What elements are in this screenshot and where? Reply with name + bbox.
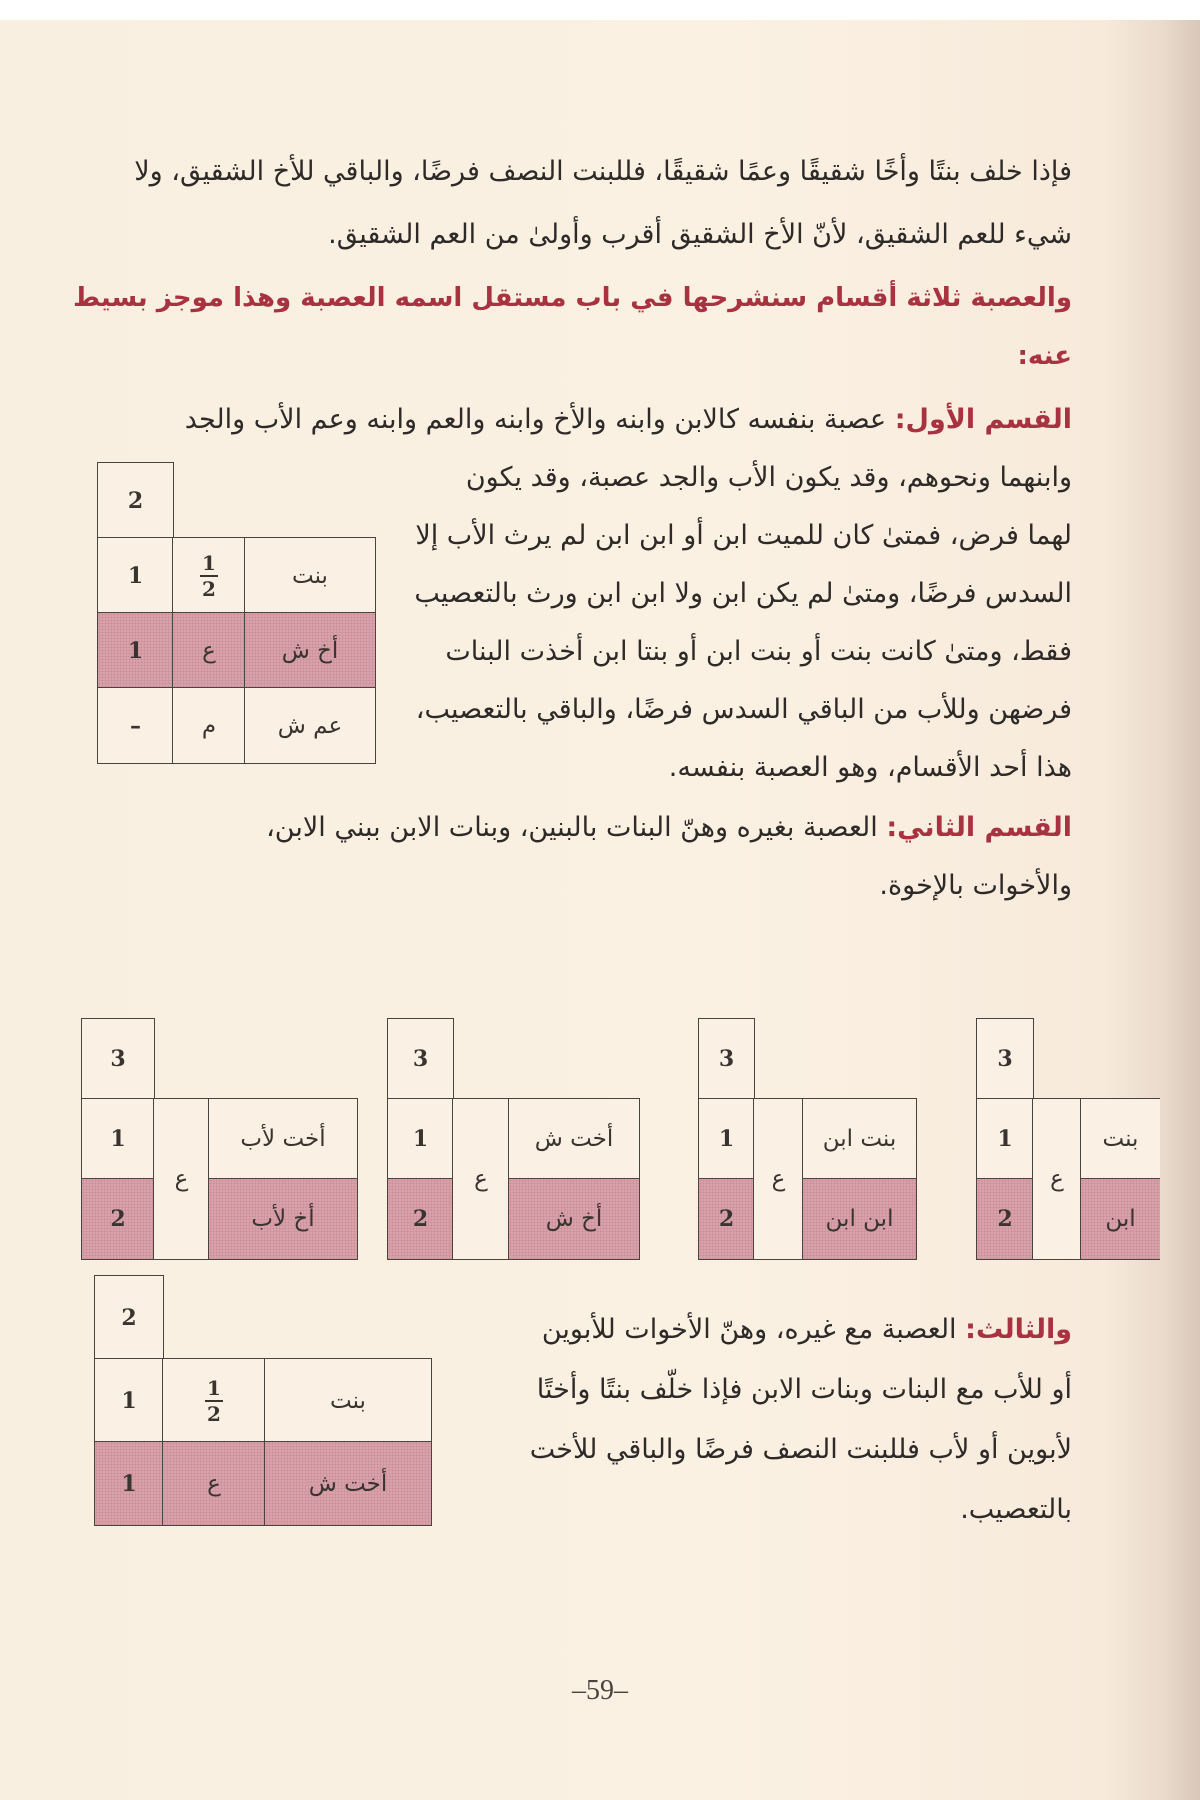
table2b-heir-male: ابن ابن <box>802 1178 917 1260</box>
table2c-share: ع <box>452 1098 510 1260</box>
table2d-heir-female: أخت لأب <box>208 1098 358 1180</box>
page-number: –59– <box>572 1675 628 1706</box>
section1-line-2: وابنهما ونحوهم، وقد يكون الأب والجد عصبة، وقد يكون <box>465 462 1072 493</box>
table2a-portion-male: 2 <box>976 1178 1034 1260</box>
book-page <box>0 20 1200 1800</box>
table2a-portion-female: 1 <box>976 1098 1034 1180</box>
section1-line-4: السدس فرضًا، ومتىٰ لم يكن ابن ولا ابن ابن ورث بالتعصيب <box>414 578 1072 609</box>
section2-line-2: والأخوات بالإخوة. <box>879 870 1072 901</box>
table2b-base: 3 <box>698 1018 755 1100</box>
section3-text-1: العصبة مع غيره، وهنّ الأخوات للأبوين <box>541 1314 966 1345</box>
table1-r1-heir: بنت <box>244 537 376 614</box>
section1-line-5: فقط، ومتىٰ كانت بنت أو بنت ابن أو بنتا ابن أخذت البنات <box>445 636 1072 667</box>
table1-r3-portion: – <box>97 687 174 764</box>
section3-line-2: أو للأب مع البنات وبنات الابن فإذا خلّف بنتًا وأختًا <box>536 1374 1072 1405</box>
table2b-portion-male: 2 <box>698 1178 755 1260</box>
table2d-portion-male: 2 <box>81 1178 155 1260</box>
table2d-base: 3 <box>81 1018 155 1100</box>
section-heading-line-1: والعصبة ثلاثة أقسام سنشرحها في باب مستقل اسمه العصبة وهذا موجز بسيط <box>72 283 1072 313</box>
table1-r2-portion: 1 <box>97 612 174 689</box>
table3-r1-share <box>162 1358 266 1443</box>
table2c-base: 3 <box>387 1018 454 1100</box>
table2a-base: 3 <box>976 1018 1034 1100</box>
table2d-heir-male: أخ لأب <box>208 1178 358 1260</box>
table2a-heir-male: ابن <box>1080 1178 1160 1260</box>
table1-r2-share: ع <box>172 612 246 689</box>
table1-r3-share: م <box>172 687 246 764</box>
table1-base: 2 <box>97 462 174 539</box>
table2c-heir-female: أخت ش <box>508 1098 640 1180</box>
intro-line-1: فإذا خلف بنتًا وأخًا شقيقًا وعمًا شقيقًا، فللبنت النصف فرضًا، والباقي للأخ الشقيق، ولا <box>134 156 1072 187</box>
table2b-share: ع <box>753 1098 804 1260</box>
table3-r1-portion: 1 <box>94 1358 164 1443</box>
section1-line-3: لهما فرض، فمتىٰ كان للميت ابن أو ابن ابن لم يرث الأب إلا <box>415 520 1072 551</box>
section1-line-6: فرضهن وللأب من الباقي السدس فرضًا، والباقي بالتعصيب، <box>415 694 1072 725</box>
table1-r2-heir: أخ ش <box>244 612 376 689</box>
table2a-heir-female: بنت <box>1080 1098 1160 1180</box>
section3-line-4: بالتعصيب. <box>960 1494 1072 1525</box>
intro-line-2: شيء للعم الشقيق، لأنّ الأخ الشقيق أقرب وأولىٰ من العم الشقيق. <box>328 219 1072 250</box>
section3-line-3: لأبوين أو لأب فللبنت النصف فرضًا والباقي للأخت <box>529 1434 1072 1465</box>
table2c-portion-male: 2 <box>387 1178 454 1260</box>
table3-r2-heir: أخت ش <box>264 1441 432 1526</box>
table1-r1-portion: 1 <box>97 537 174 614</box>
table2a-share: ع <box>1032 1098 1082 1260</box>
table3-r2-portion: 1 <box>94 1441 164 1526</box>
section2-label: القسم الثاني: <box>886 812 1072 843</box>
section3-label: والثالث: <box>965 1314 1072 1345</box>
section1-line-1 <box>82 400 1072 440</box>
table2b-portion-female: 1 <box>698 1098 755 1180</box>
section2-text-1: العصبة بغيره وهنّ البنات بالبنين، وبنات الابن ببني الابن، <box>266 812 887 843</box>
table1-r3-heir: عم ش <box>244 687 376 764</box>
section1-text-1: عصبة بنفسه كالابن وابنه والأخ وابنه والعم وابنه وعم الأب والجد <box>184 404 895 435</box>
section2-line-1 <box>82 808 1072 848</box>
section1-line-7: هذا أحد الأقسام، وهو العصبة بنفسه. <box>668 752 1072 783</box>
fraction-one-half: $\frac{1}{2}$ <box>205 1378 223 1424</box>
table2c-heir-male: أخ ش <box>508 1178 640 1260</box>
table3-r2-share: ع <box>162 1441 266 1526</box>
table2d-portion-female: 1 <box>81 1098 155 1180</box>
table2b-heir-female: بنت ابن <box>802 1098 917 1180</box>
section-heading-line-2: عنه: <box>1017 341 1072 371</box>
scan-top-margin <box>0 0 1200 20</box>
table2c-portion-female: 1 <box>387 1098 454 1180</box>
section1-label: القسم الأول: <box>894 404 1072 435</box>
table2d-share: ع <box>153 1098 210 1260</box>
table1-r1-share <box>172 537 246 614</box>
table3-base: 2 <box>94 1275 164 1360</box>
table3-r1-heir: بنت <box>264 1358 432 1443</box>
fraction-one-half: $\frac{1}{2}$ <box>200 553 218 599</box>
section3-line-1 <box>372 1310 1072 1350</box>
